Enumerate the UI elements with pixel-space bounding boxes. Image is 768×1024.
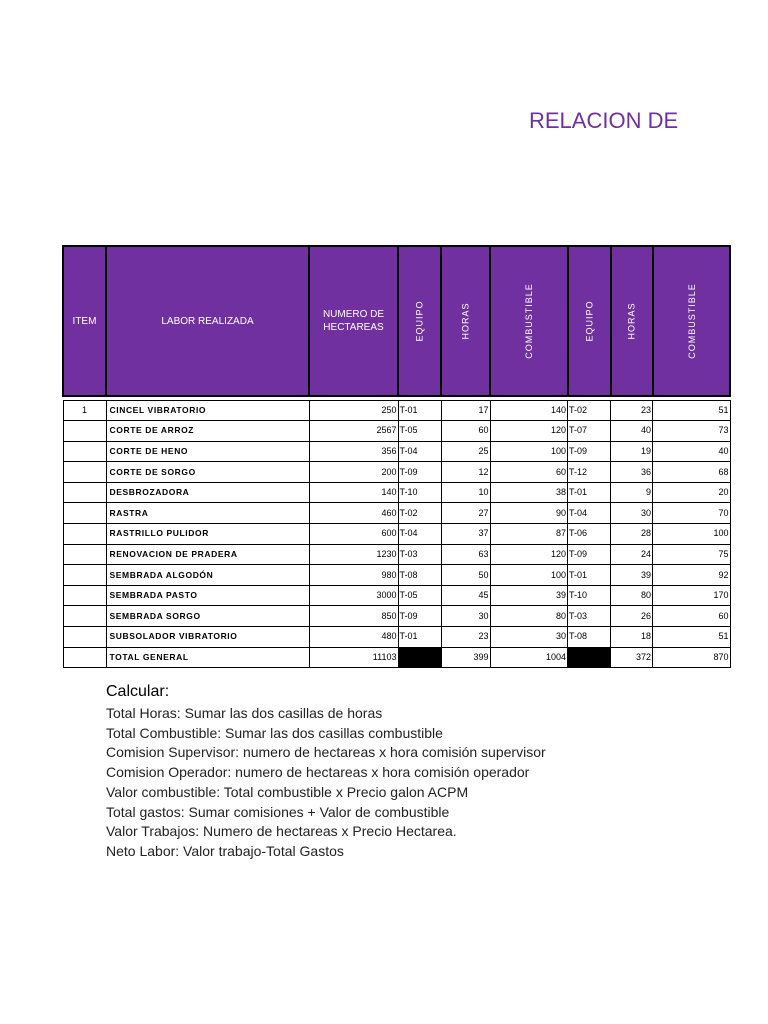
cell-horas2: 40 — [611, 421, 653, 442]
table-row — [63, 503, 730, 524]
cell-comb2: 51 — [653, 400, 731, 421]
cell-equipo1: T-01 — [398, 627, 441, 648]
total-comb1: 1004 — [490, 647, 568, 668]
cell-horas2: 24 — [611, 544, 653, 565]
cell-equipo2: T-01 — [568, 565, 611, 586]
cell-horas2: 30 — [611, 503, 653, 524]
cell-horas1: 63 — [441, 544, 490, 565]
cell-comb2: 60 — [653, 606, 731, 627]
cell-horas2: 39 — [611, 565, 653, 586]
cell-equipo1: T-04 — [398, 441, 441, 462]
header-equipo-1 — [398, 246, 441, 396]
cell-horas2: 9 — [611, 482, 653, 503]
cell-comb1: 140 — [490, 400, 568, 421]
cell-comb1: 90 — [490, 503, 568, 524]
total-comb2: 870 — [653, 647, 731, 668]
total-row — [63, 647, 730, 668]
instruction-line: Total gastos: Sumar comisiones + Valor de combustible — [106, 803, 450, 820]
table-row — [63, 565, 730, 586]
page-title: RELACION DE — [529, 108, 679, 133]
cell-horas1: 10 — [441, 482, 490, 503]
cell-equipo1: T-04 — [398, 524, 441, 545]
cell-labor: CORTE DE HENO — [106, 441, 309, 462]
cell-hectareas: 1230 — [309, 544, 398, 565]
cell-item: 1 — [63, 400, 106, 421]
cell-equipo2: T-03 — [568, 606, 611, 627]
cell-horas2: 23 — [611, 400, 653, 421]
cell-equipo2: T-10 — [568, 585, 611, 606]
header-row — [63, 246, 730, 396]
cell-equipo2: T-08 — [568, 627, 611, 648]
header-hectareas-label: NUMERO DE HECTAREAS — [322, 309, 385, 333]
cell-comb1: 87 — [490, 524, 568, 545]
cell-labor: RENOVACION DE PRADERA — [106, 544, 309, 565]
cell-comb2: 51 — [653, 627, 731, 648]
cell-horas1: 27 — [441, 503, 490, 524]
cell-comb1: 100 — [490, 565, 568, 586]
header-horas-1 — [441, 246, 490, 396]
cell-equipo2: T-01 — [568, 482, 611, 503]
cell-horas1: 37 — [441, 524, 490, 545]
cell-item — [63, 585, 106, 606]
cell-equipo1: T-02 — [398, 503, 441, 524]
cell-hectareas: 200 — [309, 462, 398, 483]
cell-horas2: 18 — [611, 627, 653, 648]
cell-hectareas: 850 — [309, 606, 398, 627]
labor-table — [62, 245, 731, 668]
cell-equipo1: T-05 — [398, 585, 441, 606]
instruction-line: Neto Labor: Valor trabajo-Total Gastos — [106, 842, 344, 859]
cell-comb1: 120 — [490, 421, 568, 442]
total-horas1: 399 — [441, 647, 490, 668]
cell-equipo1: T-05 — [398, 421, 441, 442]
header-equipo-2-label: EQUIPO — [584, 299, 595, 342]
header-horas-2 — [611, 246, 653, 396]
cell-item — [63, 565, 106, 586]
instruction-line: Total Combustible: Sumar las dos casillas combustible — [106, 724, 443, 741]
header-combustible-2 — [653, 246, 731, 396]
instructions-heading: Calcular: — [106, 683, 170, 700]
cell-comb2: 70 — [653, 503, 731, 524]
cell-comb1: 39 — [490, 585, 568, 606]
header-combustible-1-label: COMBUSTIBLE — [523, 282, 534, 359]
cell-equipo1: T-09 — [398, 462, 441, 483]
header-labor: LABOR REALIZADA — [106, 246, 309, 396]
cell-horas1: 25 — [441, 441, 490, 462]
cell-comb2: 170 — [653, 585, 731, 606]
instruction-line: Comision Supervisor: numero de hectareas x hora comisión supervisor — [106, 744, 546, 761]
cell-equipo1: T-10 — [398, 482, 441, 503]
cell-equipo2: T-06 — [568, 524, 611, 545]
cell-item — [63, 627, 106, 648]
total-hectareas: 11103 — [309, 647, 398, 668]
cell-horas1: 12 — [441, 462, 490, 483]
cell-comb2: 20 — [653, 482, 731, 503]
table-row — [63, 400, 730, 421]
cell-comb2: 92 — [653, 565, 731, 586]
cell-item — [63, 503, 106, 524]
cell-labor: SEMBRADA ALGODÓN — [106, 565, 309, 586]
table-row — [63, 524, 730, 545]
table-row — [63, 441, 730, 462]
cell-comb2: 68 — [653, 462, 731, 483]
cell-labor: CORTE DE ARROZ — [106, 421, 309, 442]
cell-equipo2: T-09 — [568, 441, 611, 462]
cell-comb2: 75 — [653, 544, 731, 565]
table-row — [63, 421, 730, 442]
cell-item — [63, 606, 106, 627]
cell-item — [63, 524, 106, 545]
cell-labor: RASTRA — [106, 503, 309, 524]
cell-comb2: 100 — [653, 524, 731, 545]
header-equipo-1-label: EQUIPO — [414, 299, 425, 342]
cell-labor: SEMBRADA SORGO — [106, 606, 309, 627]
header-item: ITEM — [63, 246, 106, 396]
total-item — [63, 647, 106, 668]
total-labor: TOTAL GENERAL — [106, 647, 309, 668]
cell-equipo1: T-08 — [398, 565, 441, 586]
cell-equipo1: T-03 — [398, 544, 441, 565]
instruction-line: Valor Trabajos: Numero de hectareas x Precio Hectarea. — [106, 823, 457, 840]
instructions-list — [106, 704, 666, 862]
cell-item — [63, 482, 106, 503]
total-horas2: 372 — [611, 647, 653, 668]
cell-horas1: 50 — [441, 565, 490, 586]
header-horas-1-label: HORAS — [460, 301, 471, 340]
cell-comb1: 80 — [490, 606, 568, 627]
table-row — [63, 606, 730, 627]
cell-labor: SEMBRADA PASTO — [106, 585, 309, 606]
cell-horas2: 28 — [611, 524, 653, 545]
cell-hectareas: 980 — [309, 565, 398, 586]
cell-horas1: 60 — [441, 421, 490, 442]
cell-horas2: 26 — [611, 606, 653, 627]
cell-equipo2: T-04 — [568, 503, 611, 524]
cell-hectareas: 356 — [309, 441, 398, 462]
cell-comb2: 40 — [653, 441, 731, 462]
cell-horas2: 19 — [611, 441, 653, 462]
cell-equipo2: T-09 — [568, 544, 611, 565]
cell-comb1: 60 — [490, 462, 568, 483]
cell-labor: DESBROZADORA — [106, 482, 309, 503]
cell-equipo2: T-12 — [568, 462, 611, 483]
total-blank-cell — [568, 647, 611, 668]
cell-comb1: 38 — [490, 482, 568, 503]
instruction-line: Comision Operador: numero de hectareas x hora comisión operador — [106, 764, 530, 781]
table-row — [63, 544, 730, 565]
cell-horas2: 36 — [611, 462, 653, 483]
cell-labor: RASTRILLO PULIDOR — [106, 524, 309, 545]
cell-equipo1: T-01 — [398, 400, 441, 421]
cell-horas1: 45 — [441, 585, 490, 606]
cell-comb1: 100 — [490, 441, 568, 462]
table-row — [63, 482, 730, 503]
instruction-line: Valor combustible: Total combustible x Precio galon ACPM — [106, 783, 469, 800]
cell-hectareas: 600 — [309, 524, 398, 545]
cell-horas1: 17 — [441, 400, 490, 421]
header-combustible-2-label: COMBUSTIBLE — [686, 282, 697, 359]
cell-item — [63, 462, 106, 483]
cell-horas1: 30 — [441, 606, 490, 627]
header-horas-2-label: HORAS — [626, 301, 637, 340]
cell-labor: SUBSOLADOR VIBRATORIO — [106, 627, 309, 648]
cell-equipo1: T-09 — [398, 606, 441, 627]
cell-hectareas: 250 — [309, 400, 398, 421]
cell-item — [63, 441, 106, 462]
cell-hectareas: 460 — [309, 503, 398, 524]
cell-item — [63, 421, 106, 442]
cell-item — [63, 544, 106, 565]
header-hectareas — [309, 246, 398, 396]
cell-labor: CINCEL VIBRATORIO — [106, 400, 309, 421]
header-combustible-1 — [490, 246, 568, 396]
cell-horas2: 80 — [611, 585, 653, 606]
cell-horas1: 23 — [441, 627, 490, 648]
cell-comb2: 73 — [653, 421, 731, 442]
table-row — [63, 462, 730, 483]
cell-hectareas: 2567 — [309, 421, 398, 442]
cell-hectareas: 140 — [309, 482, 398, 503]
cell-equipo2: T-07 — [568, 421, 611, 442]
header-equipo-2 — [568, 246, 611, 396]
cell-hectareas: 480 — [309, 627, 398, 648]
instructions — [106, 680, 666, 862]
total-blank-cell — [398, 647, 441, 668]
cell-equipo2: T-02 — [568, 400, 611, 421]
cell-hectareas: 3000 — [309, 585, 398, 606]
cell-comb1: 120 — [490, 544, 568, 565]
table-row — [63, 585, 730, 606]
cell-labor: CORTE DE SORGO — [106, 462, 309, 483]
table-row — [63, 627, 730, 648]
instruction-line: Total Horas: Sumar las dos casillas de horas — [106, 705, 383, 721]
cell-comb1: 30 — [490, 627, 568, 648]
